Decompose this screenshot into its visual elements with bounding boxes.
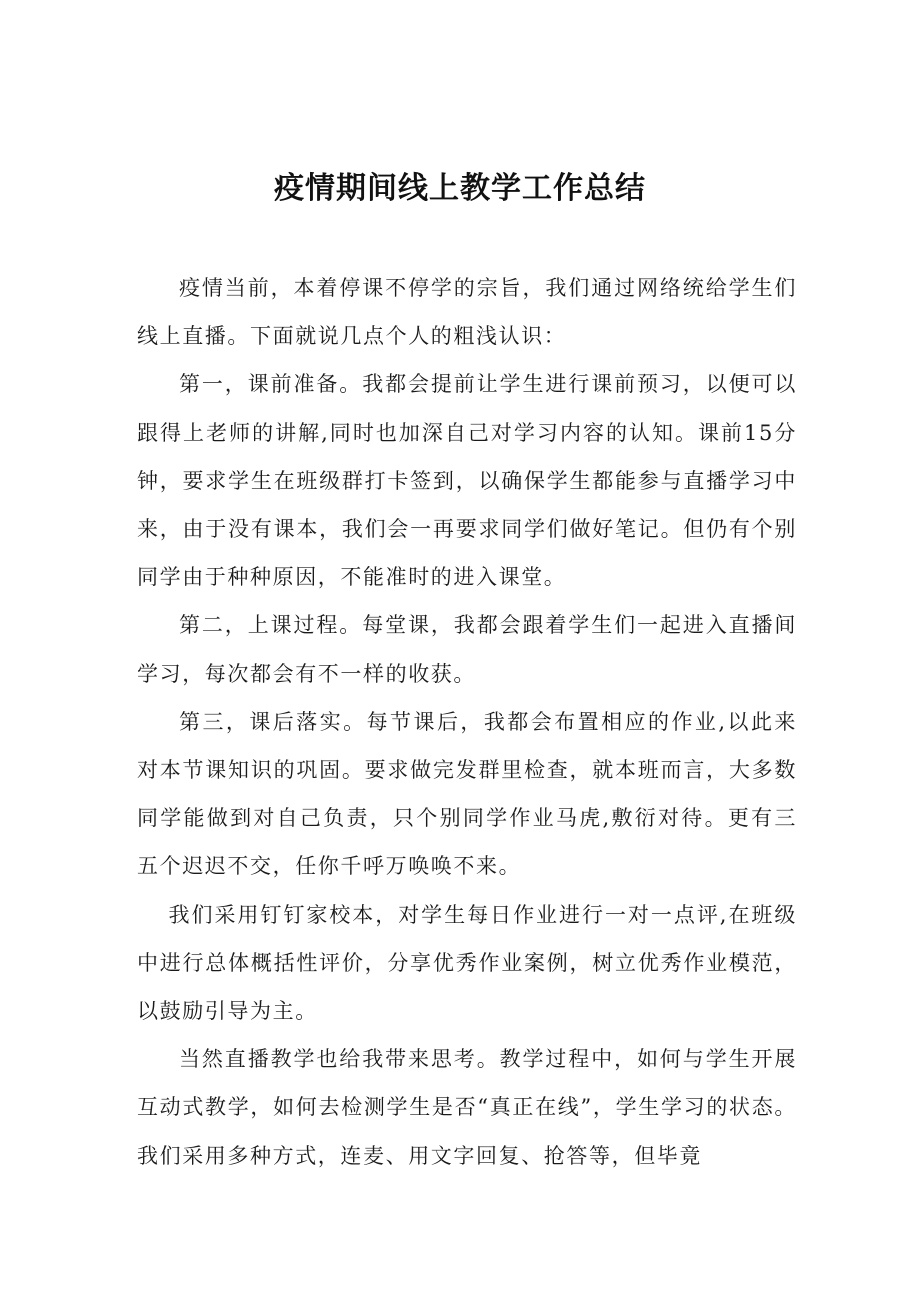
paragraph-reflection: 当然直播教学也给我带来思考。教学过程中，如何与学生开展互动式教学，如何去检测学生是否“真正在线”，学生学习的状态。我们采用多种方式，连麦、用文字回复、抢答等，但毕竟 xyxy=(137,1047,797,1168)
paragraph-dingtalk: 我们采用钉钉家校本，对学生每日作业进行一对一点评,在班级中进行总体概括性评价，分享优秀作业案例，树立优秀作业模范，以鼓励引导为主。 xyxy=(137,902,797,1024)
document-body xyxy=(137,264,797,1180)
paragraph-second-point: 第二，上课过程。每堂课，我都会跟着学生们一起进入直播间学习，每次都会有不一样的收获。 xyxy=(137,613,797,686)
document-title: 疫情期间线上教学工作总结 xyxy=(274,171,646,206)
paragraph-first-point: 第一，课前准备。我都会提前让学生进行课前预习，以便可以跟得上老师的讲解,同时也加深自己对学习内容的认知。课前15分钟，要求学生在班级群打卡签到，以确保学生都能参与直播学习中来，由于没有课本，我们会一再要求同学们做好笔记。但仍有个别同学由于种种原因，不能准时的进入课堂。 xyxy=(137,372,797,590)
paragraph-third-point: 第三，课后落实。每节课后，我都会布置相应的作业,以此来对本节课知识的巩固。要求做完发群里检查，就本班而言，大多数同学能做到对自己负责，只个别同学作业马虎,敷衍对待。更有三五个迟迟不交，任你千呼万唤唤不来。 xyxy=(137,709,797,879)
paragraph-intro: 疫情当前，本着停课不停学的宗旨，我们通过网络统给学生们线上直播。下面就说几点个人的粗浅认识： xyxy=(137,276,797,349)
